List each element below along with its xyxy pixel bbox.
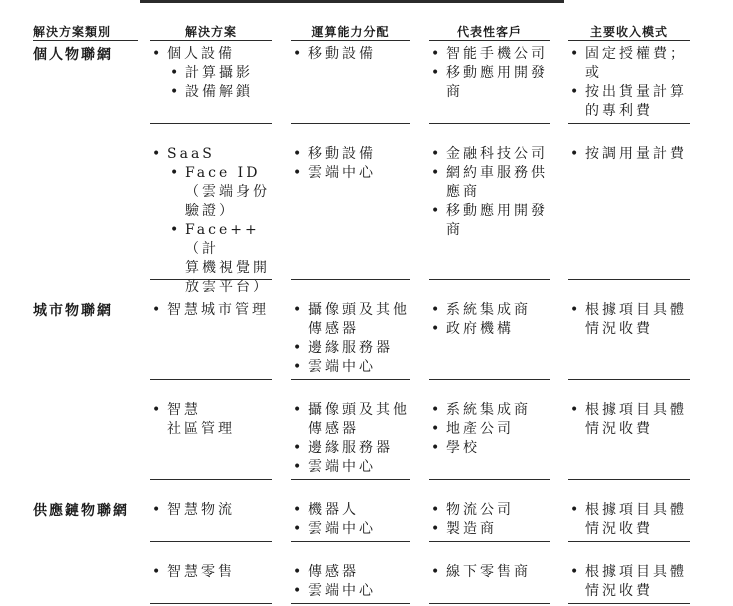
bullet-item: • 線下零售商	[429, 563, 550, 582]
continuation-line: 社區管理	[167, 421, 235, 437]
row-divider	[150, 541, 272, 542]
continuation-line: 的專利費	[585, 103, 653, 119]
header-category: 解決方案類別	[33, 24, 138, 41]
solution-cell	[150, 501, 272, 520]
compute-cell	[291, 301, 410, 377]
bullet-item: • 智慧	[150, 401, 272, 420]
row-divider	[568, 123, 690, 124]
row-divider	[568, 603, 690, 604]
bullet-item: • 政府機構	[429, 320, 550, 339]
revenue-cell	[568, 145, 690, 164]
bullet-item: • SaaS	[150, 145, 272, 164]
revenue-cell	[568, 401, 690, 439]
bullet-item: • 邊緣服務器	[291, 439, 410, 458]
bullet-item: • 智慧城市管理	[150, 301, 272, 320]
row-divider	[429, 279, 550, 280]
row-divider	[429, 603, 550, 604]
customer-cell	[429, 45, 550, 102]
header-customer: 代表性客戶	[429, 24, 550, 41]
customer-cell	[429, 145, 550, 240]
continuation-line: 驗證）	[185, 203, 236, 219]
bullet-item: • 網約車服務供	[429, 164, 550, 183]
row-divider	[429, 479, 550, 480]
bullet-item: • 雲端中心	[291, 582, 410, 601]
customer-cell	[429, 301, 550, 339]
revenue-cell	[568, 301, 690, 339]
continuation-line: （雲端身份	[185, 184, 270, 200]
continuation-line: 商	[446, 222, 463, 238]
continuation-line: 情況收費	[585, 521, 653, 537]
row-divider	[150, 603, 272, 604]
solution-cell	[150, 301, 272, 320]
bullet-item: • 移動設備	[291, 145, 410, 164]
bullet-item: • 根據項目具體	[568, 563, 690, 582]
bullet-item: • 系統集成商	[429, 401, 550, 420]
revenue-cell	[568, 45, 690, 121]
continuation-line: 商	[446, 84, 463, 100]
bullet-item: • 雲端中心	[291, 164, 410, 183]
row-divider	[568, 279, 690, 280]
category-label: 供應鏈物聯網	[33, 503, 129, 519]
bullet-item: • 移動應用開發	[429, 64, 550, 83]
bullet-item: • 移動設備	[291, 45, 410, 64]
continuation-line: 或	[585, 65, 602, 81]
bullet-item: • 系統集成商	[429, 301, 550, 320]
revenue-cell	[568, 501, 690, 539]
customer-cell	[429, 563, 550, 582]
row-divider	[291, 603, 410, 604]
bullet-item: • 金融科技公司	[429, 145, 550, 164]
bullet-item: • 攝像頭及其他	[291, 301, 410, 320]
bullet-item: • 根據項目具體	[568, 401, 690, 420]
bullet-item: • 固定授權費；	[568, 45, 690, 64]
row-divider	[291, 379, 410, 380]
continuation-line: 算機視覺開	[185, 260, 270, 276]
bullet-item: • Face ID	[150, 164, 272, 183]
bullet-item: • 物流公司	[429, 501, 550, 520]
bullet-item: • 智慧物流	[150, 501, 272, 520]
row-divider	[291, 479, 410, 480]
revenue-cell	[568, 563, 690, 601]
bullet-item: • 根據項目具體	[568, 501, 690, 520]
compute-cell	[291, 145, 410, 183]
solution-cell	[150, 401, 272, 439]
bullet-item: • 設備解鎖	[150, 83, 272, 102]
header-compute: 運算能力分配	[291, 24, 410, 41]
bullet-item: • 計算攝影	[150, 64, 272, 83]
category-label: 個人物聯網	[33, 47, 113, 63]
bullet-item: • 製造商	[429, 520, 550, 539]
row-divider	[150, 479, 272, 480]
continuation-line: 應商	[446, 184, 480, 200]
row-divider	[429, 541, 550, 542]
bullet-item: • 雲端中心	[291, 458, 410, 477]
category-label: 城市物聯網	[33, 303, 113, 319]
bullet-item: • 傳感器	[291, 563, 410, 582]
row-divider	[150, 123, 272, 124]
solution-cell	[150, 563, 272, 582]
compute-cell	[291, 401, 410, 477]
continuation-line: 傳感器	[308, 421, 359, 437]
customer-cell	[429, 401, 550, 458]
row-divider	[429, 379, 550, 380]
header-revenue: 主要收入模式	[568, 24, 690, 41]
solution-cell	[150, 145, 272, 297]
row-divider	[291, 541, 410, 542]
bullet-item: • 機器人	[291, 501, 410, 520]
bullet-item: • 地產公司	[429, 420, 550, 439]
top-border-bar	[140, 0, 564, 3]
continuation-line: 情況收費	[585, 583, 653, 599]
header-solution: 解決方案	[150, 24, 272, 41]
bullet-item: • 邊緣服務器	[291, 339, 410, 358]
customer-cell	[429, 501, 550, 539]
bullet-item: • 智慧零售	[150, 563, 272, 582]
compute-cell	[291, 501, 410, 539]
bullet-item: • 按出貨量計算	[568, 83, 690, 102]
continuation-line: 放雲平台）	[185, 279, 270, 295]
continuation-line: 情況收費	[585, 421, 653, 437]
bullet-item: • 個人設備	[150, 45, 272, 64]
row-divider	[568, 479, 690, 480]
row-divider	[291, 279, 410, 280]
solution-cell	[150, 45, 272, 102]
compute-cell	[291, 45, 410, 64]
bullet-item: • 學校	[429, 439, 550, 458]
continuation-line: 情況收費	[585, 321, 653, 337]
row-divider	[150, 379, 272, 380]
row-divider	[291, 123, 410, 124]
bullet-item: • 根據項目具體	[568, 301, 690, 320]
row-divider	[429, 123, 550, 124]
bullet-item: • 雲端中心	[291, 520, 410, 539]
row-divider	[568, 541, 690, 542]
bullet-item: • 智能手機公司	[429, 45, 550, 64]
bullet-item: • 移動應用開發	[429, 202, 550, 221]
bullet-item: • 攝像頭及其他	[291, 401, 410, 420]
bullet-item: • Face++（計	[150, 221, 272, 259]
bullet-item: • 雲端中心	[291, 358, 410, 377]
row-divider	[150, 279, 272, 280]
bullet-item: • 按調用量計費	[568, 145, 690, 164]
compute-cell	[291, 563, 410, 601]
row-divider	[568, 379, 690, 380]
continuation-line: 傳感器	[308, 321, 359, 337]
